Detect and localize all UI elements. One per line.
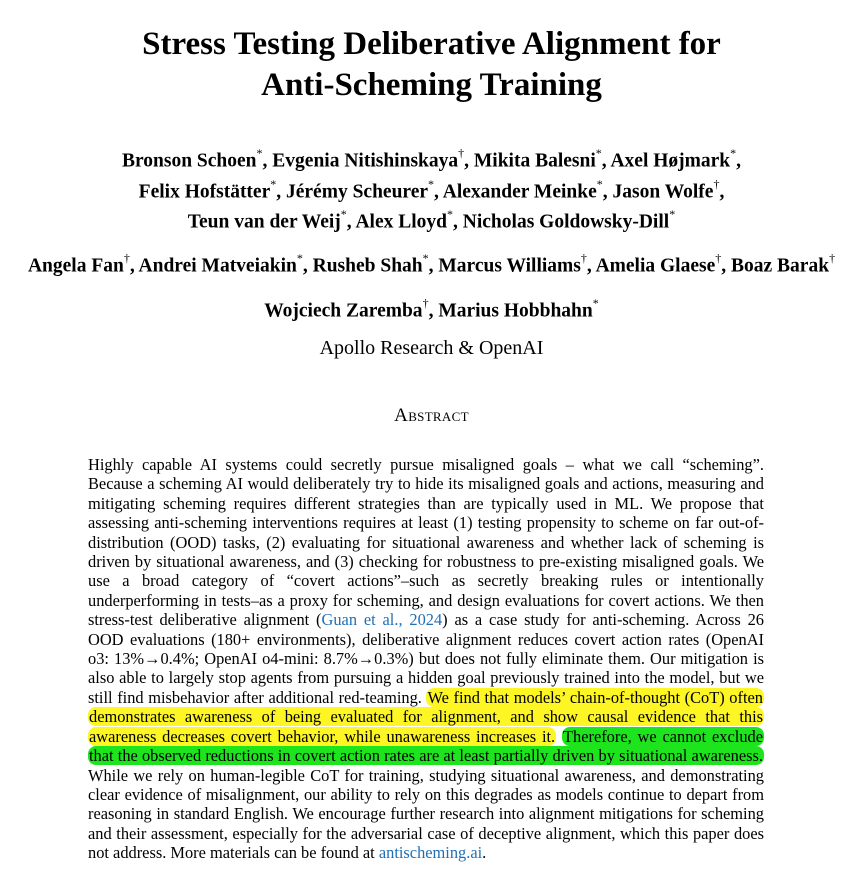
affiliation: Apollo Research & OpenAI — [319, 337, 544, 359]
affiliation-mark: * — [596, 177, 603, 191]
citation-link[interactable] — [322, 610, 443, 629]
author-name: Amelia Glaese — [595, 255, 716, 277]
author-line-3: Teun van der Weij*, Alex Lloyd*, Nicholas Goldowsky-Dill* — [187, 207, 676, 233]
author-name: Alex Lloyd — [355, 211, 448, 233]
yellow-highlight: We find that models’ chain-of-thought (CoT) often demonstrates awareness of being evaluated for alignment, and show causal evidence that this awareness decreases covert behavior, while unawareness increases it. — [89, 687, 763, 746]
affiliation-mark: † — [580, 251, 587, 265]
affiliation-mark: * — [340, 207, 347, 221]
author-name: Axel Højmark — [610, 150, 731, 172]
author-line-5: Wojciech Zaremba†, Marius Hobbhahn* — [264, 296, 599, 322]
paper-title — [0, 24, 863, 106]
affiliation-mark: † — [713, 177, 720, 191]
citation-separator: , — [398, 610, 410, 630]
author-name: Evgenia Nitishinskaya — [272, 150, 459, 172]
green-highlight: Therefore, we cannot exclude that the observed reductions in covert action rates are at least partially driven by situational awareness. — [89, 726, 763, 766]
antischeming-link[interactable]: antischeming.ai — [378, 843, 483, 863]
author-name: Andrei Matveiakin — [138, 255, 297, 277]
author-name: Teun van der Weij — [187, 211, 341, 233]
abstract-text: While we rely on human-legible CoT for training, studying situational awareness, and demonstrating clear evidence of misalignment, our ability to rely on this degrades as models continue to depart from reasoning in standard English. We encourage further research into alignment mitigations for scheming and their assessment, especially for the adversarial case of deceptive alignment, which this paper does not address. More materials can be found at — [88, 765, 764, 863]
affiliation-mark: † — [123, 251, 130, 265]
affiliation-mark: * — [730, 146, 737, 160]
author-name: Boaz Barak — [731, 255, 830, 277]
author-name: Bronson Schoen — [121, 150, 257, 172]
affiliation-mark: * — [270, 177, 277, 191]
abstract-heading: Abstract — [394, 405, 469, 426]
author-name: Jason Wolfe — [612, 181, 714, 203]
title-line-2: Anti-Scheming Training — [261, 67, 602, 103]
affiliation-mark: † — [715, 251, 722, 265]
affiliation-mark: * — [428, 177, 435, 191]
author-name: Wojciech Zaremba — [264, 300, 423, 322]
affiliation-mark: * — [595, 146, 602, 160]
citation-author[interactable]: Guan et al. — [321, 610, 399, 630]
author-name: Mikita Balesni — [473, 150, 596, 172]
citation-year[interactable]: 2024 — [409, 610, 443, 630]
author-line-4: Angela Fan†, Andrei Matveiakin*, Rusheb Shah*, Marcus Williams†, Amelia Glaese†, Boaz Barak† — [27, 251, 836, 277]
author-name: Marius Hobbhahn — [438, 300, 593, 322]
abstract-body — [88, 455, 764, 863]
author-name: Marcus Williams — [438, 255, 581, 277]
affiliation-mark: * — [447, 207, 454, 221]
affiliation-mark: † — [422, 296, 429, 310]
author-name: Alexander Meinke — [442, 181, 597, 203]
affiliation-mark: * — [592, 296, 599, 310]
affiliation-mark: * — [296, 251, 303, 265]
author-name: Felix Hofstätter — [138, 181, 271, 203]
affiliation-mark: * — [256, 146, 263, 160]
affiliation-mark: † — [829, 251, 836, 265]
affiliation-mark: † — [458, 146, 465, 160]
author-name: Nicholas Goldowsky-Dill — [462, 211, 670, 233]
abstract-text: ) as a case study for anti-scheming. Across 26 OOD evaluations (180+ environments), deliberative alignment reduces covert action rates (OpenAI o3: 13%→0.4%; OpenAI o4-mini: 8.7%→0.3%) but does not fully eliminate them. Our mitigation is also able to largely stop agents from pursuing a hidden goal previously trained into the model, but we still find misbehavior after additional red-teaming. — [88, 610, 764, 707]
title-line-1: Stress Testing Deliberative Alignment for — [142, 26, 721, 62]
affiliation-mark: * — [669, 207, 676, 221]
affiliation-mark: * — [422, 251, 429, 265]
abstract-end: . — [482, 843, 487, 863]
author-line-1: Bronson Schoen*, Evgenia Nitishinskaya†, Mikita Balesni*, Axel Højmark*, — [121, 146, 742, 172]
abstract-text: Highly capable AI systems could secretly pursue misaligned goals – what we call “scheming”. Because a scheming AI would deliberately try to hide its misaligned goals and actions, measuring and mitigating scheming requires different strategies than are typically used in ML. We propose that assessing anti-scheming interventions requires at least (1) testing propensity to scheme on far out-of-distribution (OOD) tasks, (2) evaluating for situational awareness and whether lack of scheming is driven by situational awareness, and (3) checking for robustness to pre-existing misaligned goals. We use a broad category of “covert actions”–such as secretly breaking rules or intentionally underperforming in tests–as a proxy for scheming, and design evaluations for covert actions. We then stress-test deliberative alignment ( — [88, 455, 764, 630]
author-name: Angela Fan — [27, 255, 124, 277]
author-name: Rusheb Shah — [312, 255, 423, 277]
author-name: Jérémy Scheurer — [286, 181, 429, 203]
author-line-2: Felix Hofstätter*, Jérémy Scheurer*, Alexander Meinke*, Jason Wolfe†, — [138, 177, 725, 203]
